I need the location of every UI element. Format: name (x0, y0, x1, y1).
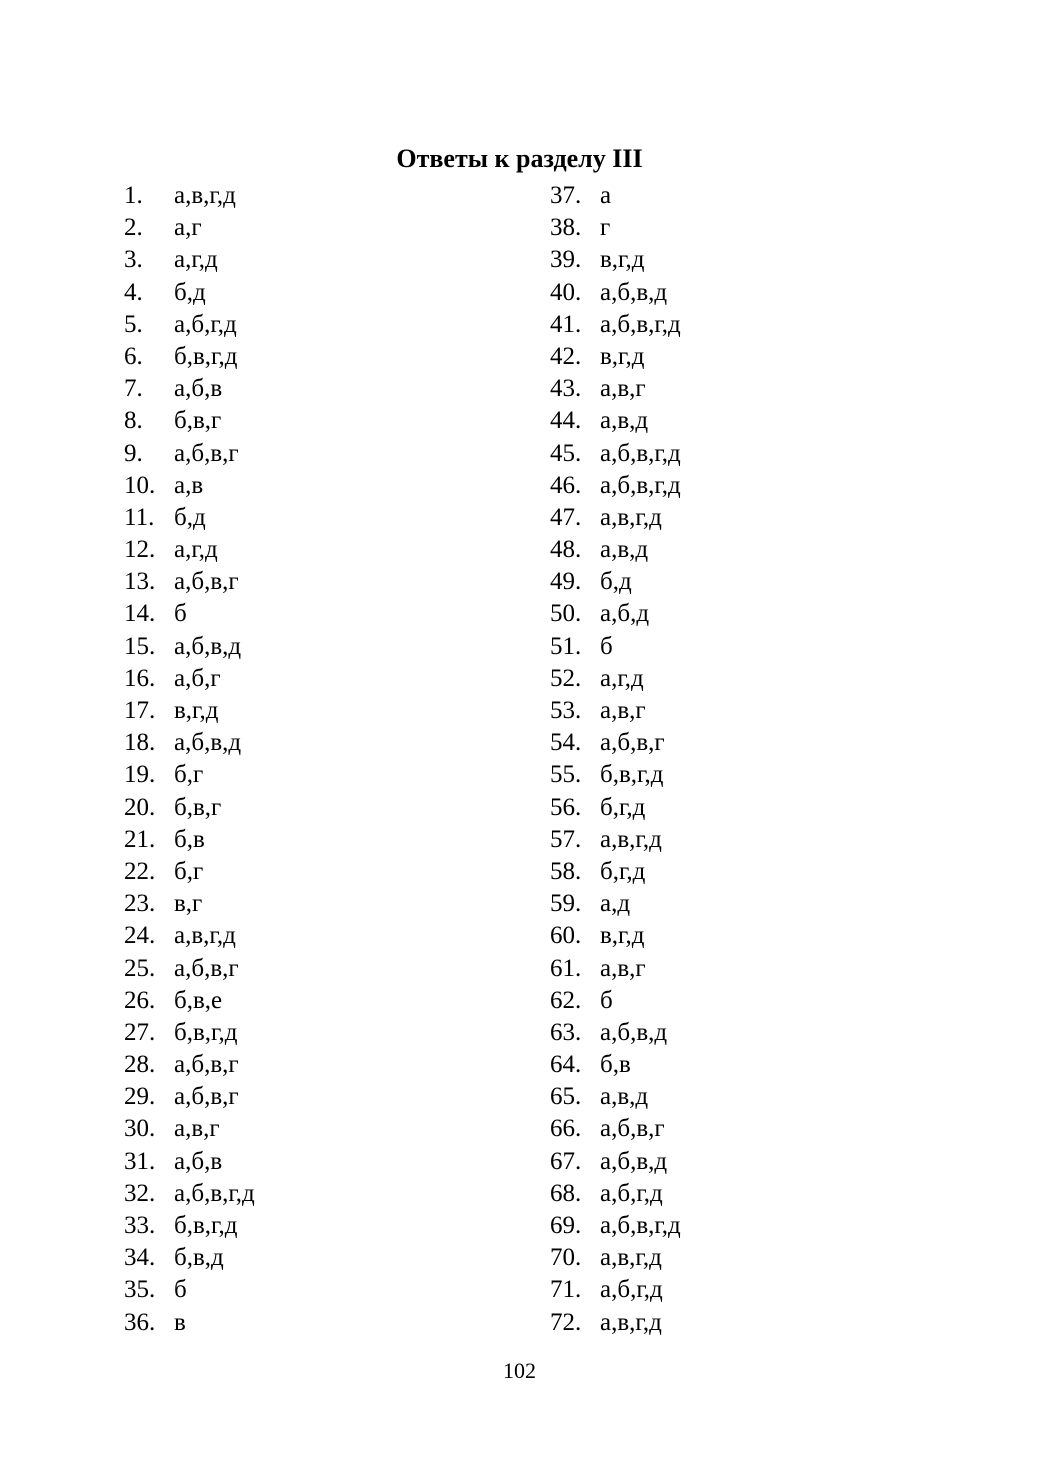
answer-text: б,в,г,д (174, 1212, 238, 1239)
answer-text: в,г,д (600, 246, 645, 274)
question-number: 35. (124, 1276, 156, 1304)
answer-text: б,г (174, 761, 204, 789)
answer-text: а,б,в,д (600, 1147, 668, 1175)
answer-text: а,г,д (174, 536, 218, 564)
answer-text: а,б,в,г,д (600, 471, 681, 499)
answer-row (124, 1113, 255, 1145)
answer-row (550, 373, 681, 405)
answer-row (550, 1113, 681, 1145)
answer-row (124, 598, 255, 630)
answer-text: а,б,г,д (174, 310, 237, 338)
answer-text: а,б,в,г (174, 439, 239, 467)
answer-row (124, 824, 255, 856)
question-number: 68. (550, 1179, 582, 1207)
answer-text: а,в,г (600, 954, 646, 982)
answer-text: б,в,г,д (174, 1018, 238, 1046)
answer-row (550, 985, 681, 1017)
question-number: 69. (550, 1212, 582, 1239)
answer-text: б,г,д (600, 857, 646, 885)
question-number: 3. (124, 246, 143, 274)
answer-text: а,б,в,г (600, 1115, 665, 1143)
question-number: 7. (124, 375, 143, 403)
answer-row (550, 1178, 681, 1210)
question-number: 51. (550, 632, 582, 660)
question-number: 40. (550, 278, 582, 306)
answer-text: б (174, 600, 187, 628)
answer-text: г (600, 214, 611, 242)
answer-text: б (600, 632, 613, 660)
question-number: 12. (124, 536, 156, 564)
answer-text: а,в,г (600, 697, 646, 724)
answer-text: а,б,в (174, 1147, 223, 1175)
question-number: 70. (550, 1244, 582, 1272)
question-number: 44. (550, 407, 582, 435)
answer-text: а,в,г,д (174, 182, 236, 209)
answer-text: а,в,г (174, 1115, 220, 1143)
answer-text: в,г (174, 890, 203, 918)
answer-text: а,б,г (174, 664, 221, 692)
question-number: 28. (124, 1051, 156, 1079)
question-number: 57. (550, 825, 582, 853)
answer-row (124, 470, 255, 502)
answer-text: а,в,д (600, 536, 649, 564)
answer-row (550, 727, 681, 759)
answer-text: а,в,г,д (600, 825, 662, 853)
question-number: 66. (550, 1115, 582, 1143)
page-title: Ответы к разделу III (396, 144, 643, 174)
answer-row (550, 824, 681, 856)
answer-row (124, 727, 255, 759)
answer-row (124, 180, 255, 212)
question-number: 11. (124, 503, 155, 531)
answer-row (550, 663, 681, 695)
question-number: 29. (124, 1083, 156, 1111)
answer-text: б,д (174, 503, 206, 531)
answer-row (550, 1146, 681, 1178)
question-number: 58. (550, 857, 582, 885)
answer-row (550, 920, 681, 952)
answer-row (124, 502, 255, 534)
answer-text: а,б,г,д (600, 1179, 663, 1207)
answer-text: а,г,д (174, 246, 218, 274)
answer-row (550, 1081, 681, 1113)
question-number: 48. (550, 536, 582, 564)
answer-row (550, 470, 681, 502)
question-number: 34. (124, 1244, 156, 1272)
question-number: 38. (550, 214, 582, 242)
question-number: 59. (550, 890, 582, 918)
answer-row (124, 341, 255, 373)
answer-text: а,б,в,г,д (600, 1212, 681, 1239)
answer-text: в,г,д (600, 342, 645, 370)
question-number: 47. (550, 503, 582, 531)
answer-row (124, 953, 255, 985)
question-number: 13. (124, 568, 156, 596)
question-number: 63. (550, 1018, 582, 1046)
answer-row (550, 759, 681, 791)
answer-text: б,г,д (600, 793, 646, 821)
answer-row (124, 663, 255, 695)
answer-row (124, 856, 255, 888)
question-number: 33. (124, 1212, 156, 1239)
answer-row (550, 1017, 681, 1049)
question-number: 61. (550, 954, 582, 982)
answer-text: а,б,в,г,д (600, 439, 681, 467)
question-number: 19. (124, 761, 156, 789)
question-number: 46. (550, 471, 582, 499)
answer-row (124, 244, 255, 276)
question-number: 42. (550, 342, 582, 370)
answer-row (550, 631, 681, 663)
question-number: 21. (124, 825, 156, 853)
answer-row (124, 1307, 255, 1339)
question-number: 54. (550, 729, 582, 757)
answer-text: б,в (600, 1051, 631, 1079)
question-number: 72. (550, 1308, 582, 1336)
answer-row (124, 985, 255, 1017)
answer-text: а,в,г,д (174, 922, 236, 950)
answer-text: а,в (174, 471, 204, 499)
question-number: 41. (550, 310, 582, 338)
question-number: 22. (124, 857, 156, 885)
answer-text: б,в,г (174, 407, 222, 435)
answer-row (124, 759, 255, 791)
answer-row (124, 1017, 255, 1049)
answer-row (124, 1146, 255, 1178)
answer-row (550, 1210, 681, 1242)
answer-row (550, 341, 681, 373)
answer-row (550, 598, 681, 630)
question-number: 45. (550, 439, 582, 467)
question-number: 56. (550, 793, 582, 821)
question-number: 6. (124, 342, 143, 370)
answer-text: а,в,г,д (600, 503, 662, 531)
question-number: 23. (124, 890, 156, 918)
answer-text: а,б,в,г (174, 1083, 239, 1111)
answer-text: а,б,в (174, 375, 223, 403)
answer-row (124, 631, 255, 663)
question-number: 5. (124, 310, 143, 338)
answer-row (550, 792, 681, 824)
answer-text: а,б,в,д (174, 729, 242, 757)
answer-row (124, 1242, 255, 1274)
answers-left-column (124, 180, 255, 1339)
question-number: 4. (124, 278, 143, 306)
answer-text: а,б,в,г,д (174, 1179, 255, 1207)
answer-row (550, 695, 681, 727)
answer-row (124, 695, 255, 727)
answer-text: а,д (600, 890, 631, 918)
answer-row (550, 502, 681, 534)
question-number: 67. (550, 1147, 582, 1175)
answer-row (550, 1274, 681, 1306)
answer-row (124, 309, 255, 341)
question-number: 31. (124, 1147, 156, 1175)
question-number: 36. (124, 1308, 156, 1336)
answer-row (550, 309, 681, 341)
question-number: 17. (124, 697, 156, 724)
answer-text: а,б,в,д (600, 278, 668, 306)
answer-row (124, 405, 255, 437)
answer-text: б,д (174, 278, 206, 306)
answer-row (550, 1049, 681, 1081)
answer-row (550, 534, 681, 566)
answer-row (550, 953, 681, 985)
answer-text: а,б,в,д (600, 1018, 668, 1046)
question-number: 32. (124, 1179, 156, 1207)
answer-row (124, 438, 255, 470)
question-number: 25. (124, 954, 156, 982)
answer-text: б,в,е (174, 986, 223, 1014)
answer-text: а,б,д (600, 600, 650, 628)
question-number: 16. (124, 664, 156, 692)
answer-text: а,б,г,д (600, 1276, 663, 1304)
question-number: 60. (550, 922, 582, 950)
answer-row (550, 180, 681, 212)
answer-text: а,в,г,д (600, 1244, 662, 1272)
answer-text: а,г,д (600, 664, 644, 692)
answer-row (124, 792, 255, 824)
answer-text: б (600, 986, 613, 1014)
answer-text: в,г,д (600, 922, 645, 950)
answer-text: б (174, 1276, 187, 1304)
answer-row (550, 244, 681, 276)
answer-text: а,в,д (600, 1083, 649, 1111)
question-number: 8. (124, 407, 143, 435)
answer-text: б,в,г (174, 793, 222, 821)
answer-text: а,в,д (600, 407, 649, 435)
question-number: 15. (124, 632, 156, 660)
question-number: 52. (550, 664, 582, 692)
question-number: 65. (550, 1083, 582, 1111)
answer-row (124, 1049, 255, 1081)
answer-row (550, 277, 681, 309)
answer-text: а,в,г,д (600, 1308, 662, 1336)
answer-row (550, 566, 681, 598)
answer-text: б,в,г,д (600, 761, 664, 789)
question-number: 27. (124, 1018, 156, 1046)
answer-text: а,г (174, 214, 202, 242)
question-number: 10. (124, 471, 156, 499)
question-number: 30. (124, 1115, 156, 1143)
answer-row (124, 277, 255, 309)
question-number: 55. (550, 761, 582, 789)
answer-row (124, 1274, 255, 1306)
answer-text: а,б,в,д (174, 632, 242, 660)
answer-text: а,б,в,г (174, 568, 239, 596)
answer-row (550, 1307, 681, 1339)
answer-row (550, 1242, 681, 1274)
question-number: 2. (124, 214, 143, 242)
question-number: 64. (550, 1051, 582, 1079)
answer-text: б,в (174, 825, 205, 853)
answer-row (124, 1178, 255, 1210)
answer-text: а,б,в,г (174, 954, 239, 982)
answer-text: а,б,в,г (174, 1051, 239, 1079)
answers-right-column (550, 180, 681, 1339)
answer-text: б,д (600, 568, 632, 596)
answer-text: б,в,г,д (174, 342, 238, 370)
answer-row (124, 1210, 255, 1242)
question-number: 39. (550, 246, 582, 274)
answer-row (550, 888, 681, 920)
answer-text: а,в,г (600, 375, 646, 403)
answer-text: а,б,в,г (600, 729, 665, 757)
question-number: 43. (550, 375, 582, 403)
question-number: 71. (550, 1276, 582, 1304)
question-number: 53. (550, 697, 582, 724)
answer-row (550, 405, 681, 437)
answer-row (124, 888, 255, 920)
answer-row (124, 566, 255, 598)
question-number: 1. (124, 182, 143, 209)
answer-text: в (174, 1308, 186, 1336)
answer-row (550, 438, 681, 470)
question-number: 37. (550, 182, 582, 209)
answer-text: в,г,д (174, 697, 219, 724)
question-number: 62. (550, 986, 582, 1014)
answer-row (124, 212, 255, 244)
question-number: 49. (550, 568, 582, 596)
question-number: 14. (124, 600, 156, 628)
answer-text: а (600, 182, 612, 209)
question-number: 20. (124, 793, 156, 821)
answer-text: а,б,в,г,д (600, 310, 681, 338)
answer-text: б,в,д (174, 1244, 224, 1272)
question-number: 18. (124, 729, 156, 757)
question-number: 9. (124, 439, 143, 467)
answer-row (124, 920, 255, 952)
answer-row (550, 856, 681, 888)
page-number: 102 (503, 1358, 536, 1383)
question-number: 26. (124, 986, 156, 1014)
answer-row (550, 212, 681, 244)
answer-row (124, 534, 255, 566)
answer-text: б,г (174, 857, 204, 885)
answer-row (124, 373, 255, 405)
answer-row (124, 1081, 255, 1113)
question-number: 50. (550, 600, 582, 628)
question-number: 24. (124, 922, 156, 950)
